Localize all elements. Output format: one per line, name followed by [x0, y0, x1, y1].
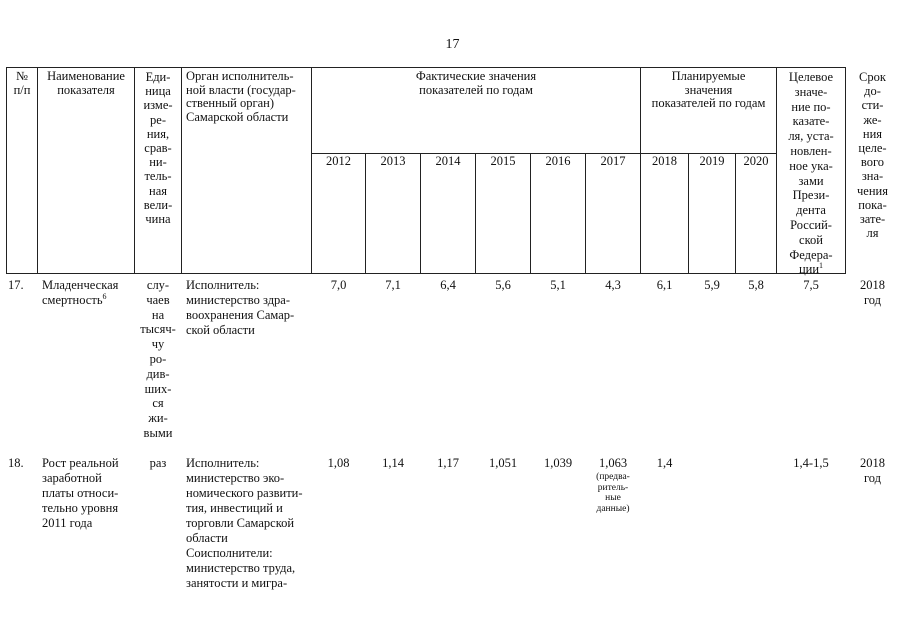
- header-name: Наименование показателя: [47, 70, 125, 97]
- footnote-marker: 6: [102, 291, 107, 301]
- header-plan-values: Планируемые значения показателей по годам: [651, 70, 766, 110]
- header-deadline: Срок до- сти- же- ния целе- вого зна- чения пока- зате- ля: [857, 70, 888, 241]
- fact-value: 6,4: [440, 278, 456, 292]
- deadline: 2018 год: [860, 456, 885, 485]
- header-unit: Еди- ница изме- ре- ния, срав- ни- тель- ная вели- чина: [143, 70, 173, 227]
- year-label: 2014: [435, 155, 461, 168]
- header-organ: Орган исполнитель- ной власти (государ- ственный орган) Самарской области: [186, 70, 296, 124]
- deadline: 2018 год: [860, 278, 885, 307]
- year-divider: [530, 153, 531, 274]
- page-number: 17: [445, 37, 460, 52]
- header-bottom-border: [6, 273, 845, 274]
- indicators-table: [6, 67, 899, 640]
- row-number: 18.: [8, 456, 24, 470]
- fact-value: 1,051: [488, 456, 518, 470]
- responsible-authority: Исполнитель: министерство эко- номического развити- тия, инвестиций и торговли Самарской области Соисполнители: министерство труда, занятости и мигра-: [186, 456, 303, 590]
- fact-value: 7,1: [385, 278, 401, 292]
- year-divider: [585, 153, 586, 274]
- indicator-name-text: Младенческая смертность: [42, 278, 119, 307]
- fact-value-note: (предва- ритель- ные данные): [596, 472, 630, 514]
- indicator-name: [42, 278, 134, 308]
- year-label: 2016: [545, 155, 571, 168]
- year-label: 2017: [600, 155, 626, 168]
- year-divider: [735, 153, 736, 274]
- year-label: 2018: [652, 155, 677, 168]
- fact-value: 1,063: [598, 456, 628, 470]
- unit-of-measure: слу- чаев на тысяч- чу ро- див- ших- ся жи- выми: [140, 278, 176, 440]
- unit-of-measure: раз: [149, 456, 167, 470]
- year-divider: [475, 153, 476, 274]
- header-fact-values: Фактические значения показателей по годам: [415, 70, 537, 97]
- fact-value: 4,3: [605, 278, 621, 292]
- footnote-marker: 1: [819, 261, 824, 271]
- row-number: 17.: [8, 278, 24, 292]
- year-divider: [420, 153, 421, 274]
- year-divider: [365, 153, 366, 274]
- header-num: № п/п: [13, 70, 31, 97]
- fact-value: 5,6: [495, 278, 511, 292]
- column-divider: [37, 67, 38, 274]
- plan-value: 5,8: [748, 278, 764, 292]
- fact-value: 1,17: [437, 456, 459, 470]
- year-label: 2012: [326, 155, 351, 168]
- indicator-name: Рост реальной заработной платы относи- тельно уровня 2011 года: [42, 456, 119, 530]
- fact-value: 7,0: [330, 278, 347, 292]
- target-value: 1,4-1,5: [793, 456, 829, 470]
- table-left-border: [6, 67, 7, 274]
- year-divider: [688, 153, 689, 274]
- plan-value: 1,4: [656, 456, 673, 470]
- column-divider: [311, 67, 312, 274]
- year-row-top-border: [311, 153, 776, 154]
- fact-value: 1,08: [327, 456, 350, 470]
- plan-value: 5,9: [704, 278, 720, 292]
- fact-value: 5,1: [550, 278, 566, 292]
- header-target: [777, 70, 845, 277]
- year-label: 2019: [699, 155, 725, 168]
- year-label: 2013: [380, 155, 406, 168]
- plan-value: 6,1: [656, 278, 673, 292]
- header-target-text: Целевое значе- ние по- казате- ля, уста- новлен- ное ука- зами Прези- дента Россий- ской Федера- ции: [788, 70, 834, 277]
- fact-value: 1,039: [543, 456, 573, 470]
- year-label: 2020: [743, 155, 769, 168]
- table-top-border: [6, 67, 845, 68]
- year-label: 2015: [490, 155, 516, 168]
- target-value: 7,5: [803, 278, 819, 292]
- responsible-authority: Исполнитель: министерство здра- воохранения Самар- ской области: [186, 278, 295, 337]
- fact-value: 1,14: [382, 456, 404, 470]
